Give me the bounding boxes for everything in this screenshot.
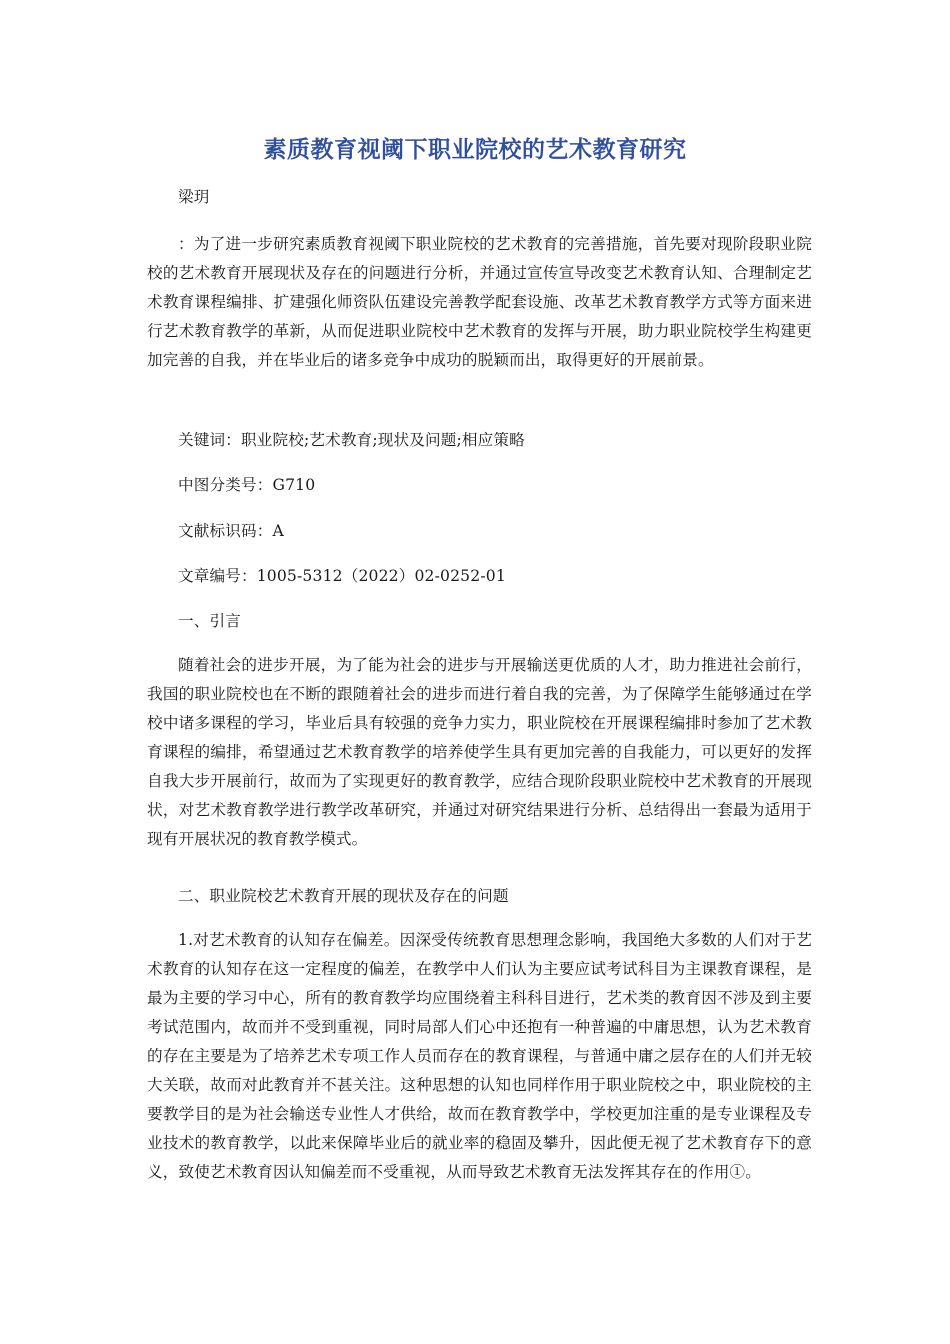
section-heading-status-problems: 二、职业院校艺术教育开展的现状及存在的问题 bbox=[178, 887, 509, 905]
section-heading-introduction: 一、引言 bbox=[178, 612, 241, 630]
abstract-paragraph: ：为了进一步研究素质教育视阈下职业院校的艺术教育的完善措施，首先要对现阶段职业院校的艺术教育开展现状及存在的问题进行分析，并通过宣传宣导改变艺术教育认知、合理制定艺术教育课程编排、扩建强化师资队伍建设完善教学配套设施、改革艺术教育教学方式等方面来进行艺术教育教学的革新，从而促进职业院校中艺术教育的发挥与开展，助力职业院校学生构建更加完善的自我，并在毕业后的诸多竞争中成功的脱颖而出，取得更好的开展前景。 bbox=[147, 235, 812, 369]
introduction-paragraph: 随着社会的进步开展，为了能为社会的进步与开展输送更优质的人才，助力推进社会前行，我国的职业院校也在不断的跟随着社会的进步而进行着自我的完善，为了保障学生能够通过在学校中诸多课程的学习，毕业后具有较强的竞争力实力，职业院校在开展课程编排时参加了艺术教育课程的编排，希望通过艺术教育教学的培养使学生具有更加完善的自我能力，可以更好的发挥自我大步开展前行，故而为了实现更好的教育教学，应结合现阶段职业院校中艺术教育的开展现状，对艺术教育教学进行教学改革研究，并通过对研究结果进行分析、总结得出一套最为适用于现有开展状况的教育教学模式。 bbox=[147, 656, 812, 848]
keywords-line: 关键词：职业院校;艺术教育;现状及问题;相应策略 bbox=[178, 431, 525, 449]
article-number-line: 文章编号：1005-5312（2022）02-0252-01 bbox=[178, 567, 506, 585]
document-code-line: 文献标识码：A bbox=[178, 522, 284, 540]
article-title: 素质教育视阈下职业院校的艺术教育研究 bbox=[263, 137, 687, 163]
clc-number-line: 中图分类号：G710 bbox=[178, 476, 316, 494]
author-name: 梁玥 bbox=[178, 188, 210, 206]
status-problems-paragraph: 1.对艺术教育的认知存在偏差。因深受传统教育思想理念影响，我国绝大多数的人们对于艺术教育的认知存在这一定程度的偏差，在教学中人们认为主要应试考试科目为主课教育课程，是最为主要的学习中心，所有的教育教学均应围绕着主科科目进行，艺术类的教育因不涉及到主要考试范围内，故而并不受到重视，同时局部人们心中还抱有一种普遍的中庸思想，认为艺术教育的存在主要是为了培养艺术专项工作人员而存在的教育课程，与普通中庸之层存在的人们并无较大关联，故而对此教育并不甚关注。这种思想的认知也同样作用于职业院校之中，职业院校的主要教学目的是为社会输送专业性人才供给，故而在教育教学中，学校更加注重的是专业课程及专业技术的教育教学，以此来保障毕业后的就业率的稳固及攀升，因此便无视了艺术教育存下的意义，致使艺术教育因认知偏差而不受重视，从而导致艺术教育无法发挥其存在的作用①。 bbox=[147, 931, 812, 1181]
